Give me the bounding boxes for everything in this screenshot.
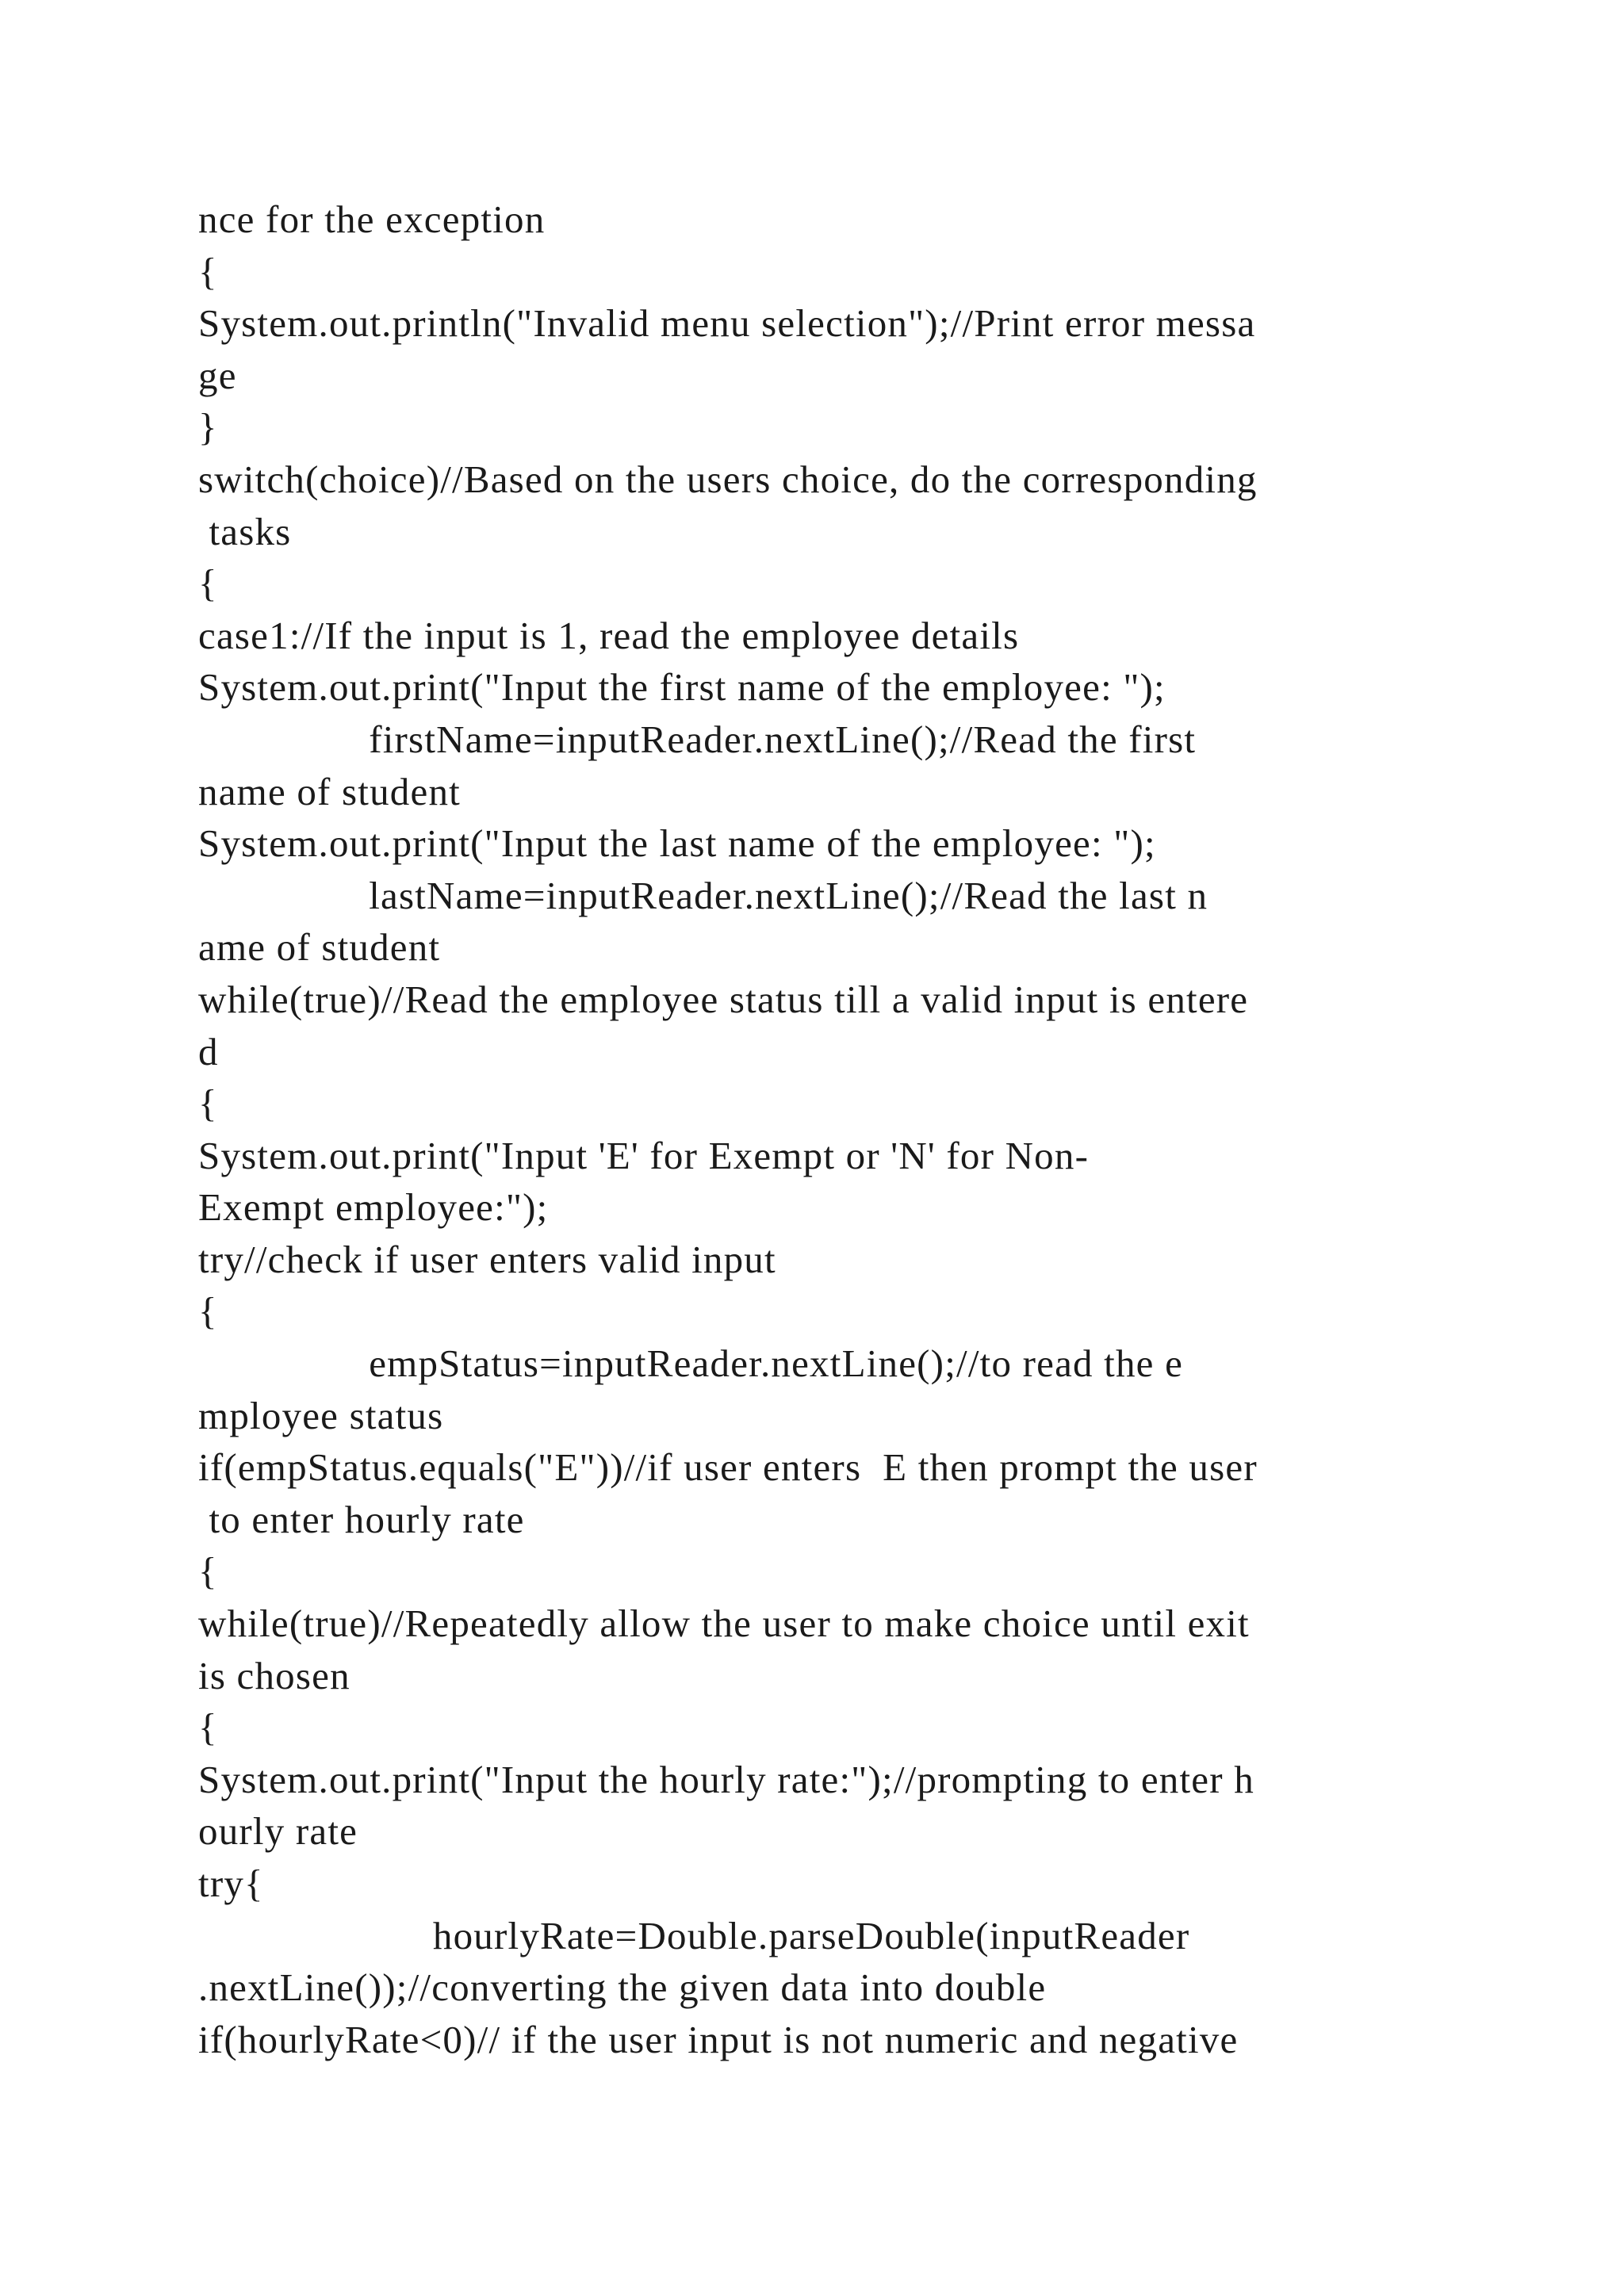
text-line: } xyxy=(198,405,218,450)
text-line: Exempt employee:"); xyxy=(198,1185,549,1230)
text-line: ourly rate xyxy=(198,1809,358,1854)
text-line: case1://If the input is 1, read the employee details xyxy=(198,613,1020,657)
text-line: lastName=inputReader.nextLine();//Read the last n xyxy=(198,873,1208,917)
text-line: tasks xyxy=(198,509,292,553)
text-line: { xyxy=(198,1289,218,1334)
text-line: ame of student xyxy=(198,925,441,970)
text-line: System.out.print("Input the first name of the employee: "); xyxy=(198,665,1166,710)
text-line: hourlyRate=Double.parseDouble(inputReader xyxy=(198,1913,1190,1957)
text-line: { xyxy=(198,1705,218,1750)
text-line: name of student xyxy=(198,769,461,813)
text-line: while(true)//Read the employee status till a valid input is entere xyxy=(198,977,1249,1021)
text-line: if(empStatus.equals("E"))//if user enters E then prompt the user xyxy=(198,1445,1258,1490)
text-line: .nextLine());//converting the given data into double xyxy=(198,1965,1047,2010)
text-line: System.out.print("Input 'E' for Exempt or 'N' for Non- xyxy=(198,1133,1090,1177)
text-line: try//check if user enters valid input xyxy=(198,1237,776,1281)
text-line: { xyxy=(198,561,218,606)
text-line: System.out.print("Input the last name of the employee: "); xyxy=(198,821,1156,866)
text-line: to enter hourly rate xyxy=(198,1497,525,1541)
text-line: mployee status xyxy=(198,1393,444,1437)
text-line: while(true)//Repeatedly allow the user to make choice until exit xyxy=(198,1601,1250,1646)
text-line: System.out.print("Input the hourly rate:");//prompting to enter h xyxy=(198,1757,1254,1801)
text-line: System.out.println("Invalid menu selection");//Print error messa xyxy=(198,301,1256,346)
text-line: is chosen xyxy=(198,1653,350,1697)
text-line: { xyxy=(198,1081,218,1126)
code-text-block xyxy=(198,193,1515,2065)
text-line: { xyxy=(198,1549,218,1594)
text-line: d xyxy=(198,1029,219,1073)
text-line: nce for the exception xyxy=(198,197,546,241)
text-line: if(hourlyRate<0)// if the user input is not numeric and negative xyxy=(198,2017,1239,2061)
text-line: ge xyxy=(198,353,237,397)
text-line: { xyxy=(198,249,218,293)
text-line: firstName=inputReader.nextLine();//Read the first xyxy=(198,717,1197,761)
text-line: try{ xyxy=(198,1862,264,1905)
text-line: switch(choice)//Based on the users choice, do the corresponding xyxy=(198,457,1258,501)
text-line: empStatus=inputReader.nextLine();//to read the e xyxy=(198,1341,1184,1386)
